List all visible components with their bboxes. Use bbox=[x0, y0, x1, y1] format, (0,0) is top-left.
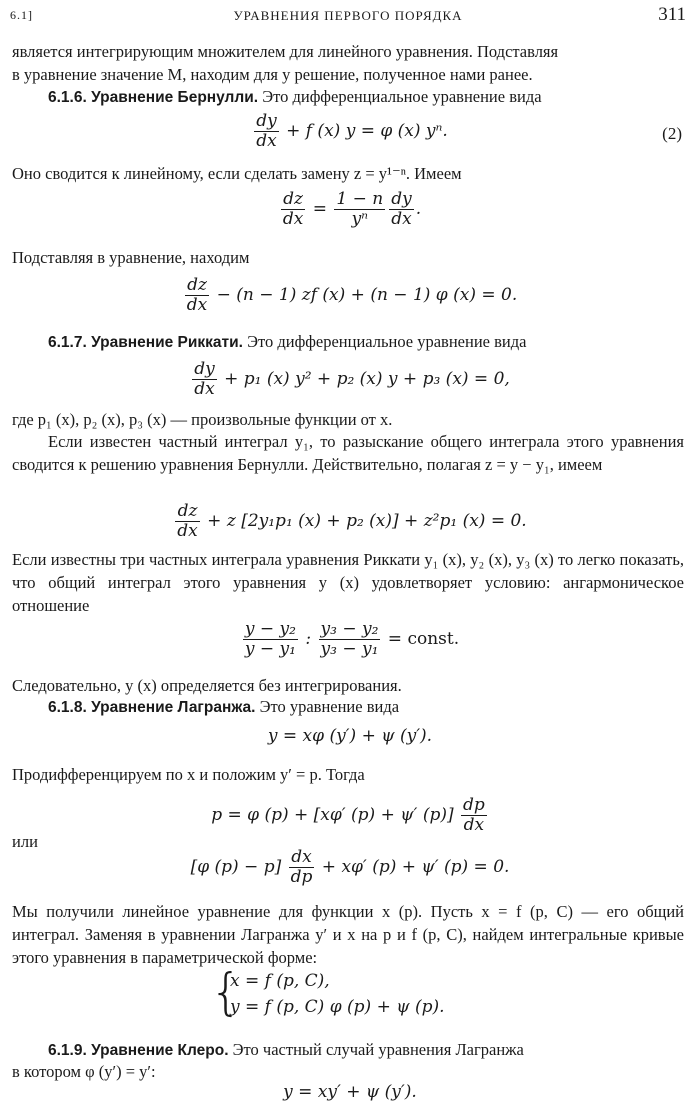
numerator: dz bbox=[185, 276, 209, 296]
numerator: dz bbox=[175, 502, 199, 522]
paragraph-line: или bbox=[12, 832, 38, 851]
section-6-1-7-heading bbox=[12, 330, 684, 354]
paragraph-line: в котором φ (y′) = y′: bbox=[12, 1062, 156, 1081]
denominator: dx bbox=[391, 209, 412, 229]
equation-text: + f (x) y = φ (x) yⁿ. bbox=[280, 121, 448, 141]
fraction bbox=[389, 190, 414, 229]
equation-substitution bbox=[0, 190, 700, 229]
paragraph: Если известны три частных интеграла уравнения Риккати y₁ (x), y₂ (x), y₃ (x) то легко показать, что общий интеграл этого уравнения y (x) удовлетворяет условию: ангармоническое отношение bbox=[12, 550, 684, 615]
equation-text: + p₁ (x) y² + p₂ (x) y + p₃ (x) = 0, bbox=[218, 369, 510, 389]
numerator: y₃ − y₂ bbox=[320, 619, 379, 639]
denominator: dx bbox=[186, 295, 208, 315]
section-title: 6.1.7. Уравнение Риккати. bbox=[48, 334, 243, 351]
equation-text: − (n − 1) zf (x) + (n − 1) φ (x) = 0. bbox=[211, 285, 518, 305]
equation-text: = const. bbox=[382, 629, 460, 649]
running-title: УРАВНЕНИЯ ПЕРВОГО ПОРЯДКА bbox=[233, 8, 463, 23]
section-6-1-6-heading bbox=[12, 85, 684, 109]
fraction bbox=[192, 360, 217, 399]
denominator: dx bbox=[177, 521, 198, 541]
fraction bbox=[281, 190, 305, 229]
fraction bbox=[334, 190, 385, 229]
numerator: y − y₂ bbox=[244, 619, 296, 639]
numerator: 1 − n bbox=[336, 189, 384, 209]
equation-text: [φ (p) − p] bbox=[190, 857, 287, 877]
equation-text: + z [2y₁p₁ (x) + p₂ (x)] + z²p₁ (x) = 0. bbox=[201, 511, 527, 531]
denominator: dp bbox=[290, 867, 313, 887]
section-6-1-9-heading bbox=[12, 1038, 684, 1062]
colon: : bbox=[299, 629, 317, 649]
heading-text: Это дифференциальное уравнение вида bbox=[258, 87, 542, 106]
equation-text: p = φ (p) + [xφ′ (p) + ψ′ (p)] bbox=[211, 805, 460, 825]
paragraph-line: где p₁ (x), p₂ (x), p₃ (x) — произвольные функции от x. bbox=[12, 410, 393, 429]
paragraph: Мы получили линейное уравнение для функции x (p). Пусть x = f (p, C) — его общий интеграл. Заменяя в уравнении Лагранжа y′ и x на p и f (p, C), найдем интегральные кривые этого уравнения в параметрической форме: bbox=[12, 902, 684, 967]
parametric-system bbox=[210, 963, 445, 1024]
equation-lagrange-linear bbox=[0, 848, 700, 887]
denominator: yⁿ bbox=[351, 209, 369, 229]
section-title: 6.1.9. Уравнение Клеро. bbox=[48, 1042, 229, 1059]
equation-riccati bbox=[0, 360, 700, 399]
numerator: dp bbox=[463, 795, 485, 815]
numerator: dy bbox=[391, 189, 412, 209]
fraction bbox=[289, 848, 315, 887]
paragraph-line: Продифференцируем по x и положим y′ = p. Тогда bbox=[12, 765, 365, 784]
section-title: 6.1.8. Уравнение Лагранжа. bbox=[48, 699, 256, 716]
paragraph-line: в уравнение значение M, находим для y решение, полученное нами ранее. bbox=[12, 65, 533, 84]
paragraph-line: является интегрирующим множителем для линейного уравнения. Подставляя bbox=[12, 42, 559, 61]
denominator: y − y₁ bbox=[244, 639, 296, 659]
equation-cross-ratio bbox=[0, 620, 700, 659]
fraction bbox=[243, 620, 298, 659]
equation-clairaut: y = xy′ + ψ (y′). bbox=[283, 1082, 417, 1102]
equation-linear bbox=[0, 276, 700, 315]
denominator: dx bbox=[282, 209, 304, 229]
period: . bbox=[415, 199, 422, 219]
equation-bernoulli bbox=[0, 112, 700, 151]
section-title: 6.1.6. Уравнение Бернулли. bbox=[48, 89, 259, 106]
denominator: dx bbox=[256, 131, 277, 151]
left-brace: { bbox=[210, 963, 242, 1021]
fraction bbox=[175, 502, 199, 541]
numerator: dx bbox=[289, 848, 315, 868]
numerator: dy bbox=[256, 111, 277, 131]
section-6-1-8-heading bbox=[12, 695, 684, 719]
numerator: dy bbox=[194, 359, 215, 379]
denominator: dx bbox=[194, 379, 215, 399]
page-number: 311 bbox=[658, 4, 686, 25]
heading-text: Это дифференциальное уравнение вида bbox=[242, 332, 527, 351]
equation-riccati-substitution bbox=[0, 502, 700, 541]
heading-text: Это уравнение вида bbox=[255, 697, 400, 716]
denominator: y₃ − y₁ bbox=[320, 639, 379, 659]
numerator: dz bbox=[281, 190, 305, 210]
heading-text: Это частный случай уравнения Лагранжа bbox=[228, 1040, 524, 1059]
equals-sign: = bbox=[307, 199, 333, 219]
system-line: y = f (p, C) φ (p) + ψ (p). bbox=[230, 997, 445, 1017]
denominator: dx bbox=[463, 815, 485, 835]
section-ref: 6.1] bbox=[10, 8, 33, 22]
paragraph-line: Следовательно, y (x) определяется без интегрирования. bbox=[12, 676, 402, 695]
system-line: x = f (p, C), bbox=[230, 971, 330, 991]
fraction bbox=[319, 620, 381, 659]
equation-text: + xφ′ (p) + ψ′ (p) = 0. bbox=[316, 857, 510, 877]
equation-number: (2) bbox=[662, 124, 682, 143]
paragraph: Если известен частный интеграл y₁, то разыскание общего интеграла этого уравнения сводится к решению уравнения Бернулли. Действительно, полагая z = y − y₁, имеем bbox=[12, 432, 684, 474]
running-header bbox=[10, 6, 686, 28]
paragraph-line: Подставляя в уравнение, находим bbox=[12, 248, 250, 267]
equation-lagrange: y = xφ (y′) + ψ (y′). bbox=[267, 726, 433, 746]
fraction bbox=[185, 276, 209, 315]
fraction bbox=[254, 112, 279, 151]
paragraph-line: Оно сводится к линейному, если сделать замену z = y¹⁻ⁿ. Имеем bbox=[12, 164, 462, 183]
